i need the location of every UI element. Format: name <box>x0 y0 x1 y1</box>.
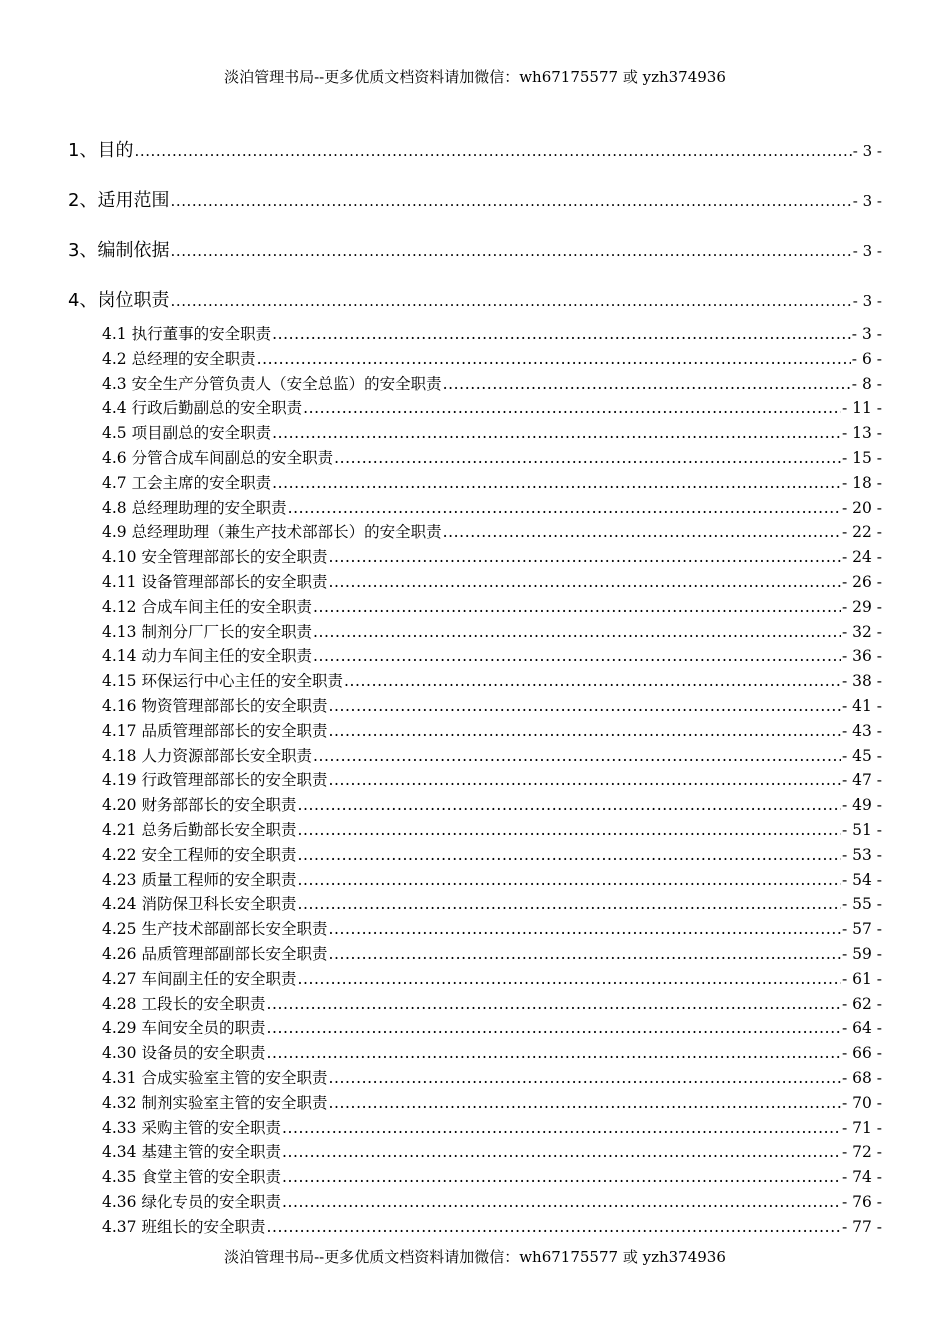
toc-leader-dots <box>328 548 840 566</box>
page-header: 淡泊管理书局--更多优质文档资料请加微信：wh67175577 或 yzh374936 <box>224 68 726 86</box>
toc-entry[interactable] <box>102 843 882 865</box>
toc-entry-title: 4.24 消防保卫科长安全职责 <box>102 895 297 914</box>
toc-entry-title: 4.35 食堂主管的安全职责 <box>102 1168 281 1187</box>
toc-entry-page: - 26 - <box>841 573 882 591</box>
toc-entry-title: 4.31 合成实验室主管的安全职责 <box>102 1069 328 1087</box>
toc-leader-dots <box>297 895 840 913</box>
toc-entry[interactable] <box>102 471 882 493</box>
toc-entry[interactable] <box>102 520 882 542</box>
toc-entry-title: 4、岗位职责 <box>68 290 170 311</box>
toc-leader-dots <box>297 796 840 814</box>
toc-entry[interactable] <box>102 992 882 1014</box>
toc-entry-title: 4.17 品质管理部部长的安全职责 <box>102 721 328 740</box>
toc-leader-dots <box>303 399 841 417</box>
toc-entry-page: - 3 - <box>852 142 882 160</box>
toc-leader-dots <box>328 1069 840 1087</box>
toc-entry-page: - 3 - <box>852 292 882 310</box>
toc-entry-title: 4.8 总经理助理的安全职责 <box>102 498 287 517</box>
toc-entry-title: 4.6 分管合成车间副总的安全职责 <box>102 449 334 467</box>
toc-leader-dots <box>313 747 841 765</box>
toc-leader-dots <box>313 647 841 665</box>
toc-leader-dots <box>328 697 840 715</box>
toc-entry[interactable] <box>102 942 882 964</box>
toc-entry-page: - 20 - <box>841 498 882 517</box>
toc-leader-dots <box>328 573 840 591</box>
toc-entry[interactable] <box>68 186 882 212</box>
toc-entry[interactable] <box>102 744 882 766</box>
toc-entry[interactable] <box>102 347 882 369</box>
toc-leader-dots <box>134 142 851 160</box>
toc-entry[interactable] <box>102 322 882 344</box>
toc-entry[interactable] <box>102 421 882 443</box>
toc-entry-title: 4.15 环保运行中心主任的安全职责 <box>102 672 343 691</box>
toc-entry-page: - 76 - <box>841 1193 882 1211</box>
page-footer: 淡泊管理书局--更多优质文档资料请加微信：wh67175577 或 yzh374936 <box>224 1248 726 1266</box>
toc-entry-page: - 24 - <box>841 548 882 567</box>
toc-entry-title: 4.1 执行董事的安全职责 <box>102 325 272 343</box>
toc-leader-dots <box>266 995 840 1013</box>
toc-entry-title: 3、编制依据 <box>68 240 170 261</box>
toc-leader-dots <box>313 598 841 616</box>
toc-entry[interactable] <box>68 286 882 312</box>
toc-entry-page: - 64 - <box>841 1019 882 1038</box>
toc-leader-dots <box>272 424 841 442</box>
toc-entry-title: 4.36 绿化专员的安全职责 <box>102 1193 281 1211</box>
toc-entry-title: 2、适用范围 <box>68 190 170 211</box>
toc-entry-page: - 22 - <box>841 523 882 542</box>
toc-entry-title: 4.9 总经理助理（兼生产技术部部长）的安全职责 <box>102 523 442 542</box>
toc-entry-title: 4.22 安全工程师的安全职责 <box>102 845 297 864</box>
toc-entry-page: - 66 - <box>841 1044 882 1063</box>
toc-entry-title: 4.13 制剂分厂厂长的安全职责 <box>102 622 312 641</box>
toc-entry-title: 1、目的 <box>68 140 134 161</box>
toc-entry-title: 4.4 行政后勤副总的安全职责 <box>102 399 303 418</box>
toc-leader-dots <box>282 1168 841 1186</box>
toc-entry[interactable] <box>102 917 882 939</box>
toc-entry-page: - 53 - <box>841 845 882 864</box>
toc-leader-dots <box>282 1143 841 1161</box>
toc-leader-dots <box>170 292 851 310</box>
toc-entry-title: 4.3 安全生产分管负责人（安全总监）的安全职责 <box>102 374 442 393</box>
toc-leader-dots <box>328 945 840 963</box>
toc-leader-dots <box>282 1193 841 1211</box>
toc-entry-page: - 3 - <box>852 242 882 260</box>
toc-entry-page: - 61 - <box>841 969 882 988</box>
toc-entry-page: - 6 - <box>851 349 882 368</box>
toc-leader-dots <box>266 1218 840 1236</box>
toc-entry-page: - 49 - <box>841 796 882 815</box>
toc-entry[interactable] <box>102 570 882 592</box>
toc-leader-dots <box>297 821 840 839</box>
toc-entry-title: 4.18 人力资源部部长安全职责 <box>102 746 312 765</box>
toc-entry[interactable] <box>102 1066 882 1088</box>
toc-entry[interactable] <box>102 1215 882 1237</box>
toc-entry[interactable] <box>102 868 882 890</box>
toc-leader-dots <box>257 350 851 368</box>
toc-entry-page: - 55 - <box>841 895 882 914</box>
toc-entry-title: 4.11 设备管理部部长的安全职责 <box>102 573 328 591</box>
toc-leader-dots <box>443 523 841 541</box>
toc-entry-title: 4.32 制剂实验室主管的安全职责 <box>102 1093 328 1112</box>
toc-leader-dots <box>266 1019 840 1037</box>
toc-entry-page: - 13 - <box>841 424 882 443</box>
toc-entry-page: - 38 - <box>841 672 882 691</box>
toc-entry[interactable] <box>102 1016 882 1038</box>
toc-leader-dots <box>297 871 840 889</box>
toc-entry-title: 4.30 设备员的安全职责 <box>102 1044 266 1063</box>
toc-entry-page: - 68 - <box>841 1069 882 1087</box>
toc-entry[interactable] <box>102 1140 882 1162</box>
toc-entry[interactable] <box>102 694 882 716</box>
toc-entry-page: - 47 - <box>841 771 882 790</box>
toc-entry-title: 4.12 合成车间主任的安全职责 <box>102 597 312 616</box>
toc-leader-dots <box>328 1094 840 1112</box>
toc-entry-page: - 15 - <box>841 449 882 467</box>
toc-entry-page: - 18 - <box>841 473 882 492</box>
toc-entry-page: - 59 - <box>841 945 882 963</box>
toc-leader-dots <box>266 1044 840 1062</box>
toc-entry[interactable] <box>102 545 882 567</box>
toc-entry-page: - 32 - <box>841 622 882 641</box>
toc-entry-title: 4.14 动力车间主任的安全职责 <box>102 647 312 666</box>
toc-entry-title: 4.28 工段长的安全职责 <box>102 994 266 1013</box>
toc-entry-page: - 11 - <box>841 399 882 418</box>
toc-leader-dots <box>328 722 840 740</box>
toc-entry-page: - 29 - <box>841 597 882 616</box>
toc-entry-title: 4.34 基建主管的安全职责 <box>102 1143 281 1162</box>
toc-leader-dots <box>297 970 840 988</box>
toc-entry-page: - 51 - <box>841 821 882 839</box>
toc-entry[interactable] <box>102 818 882 840</box>
toc-entry-page: - 77 - <box>841 1217 882 1236</box>
toc-leader-dots <box>170 192 851 210</box>
toc-entry-page: - 45 - <box>841 746 882 765</box>
toc-entry-title: 4.37 班组长的安全职责 <box>102 1217 266 1236</box>
toc-leader-dots <box>328 920 840 938</box>
toc-entry[interactable] <box>68 236 882 262</box>
toc-leader-dots <box>297 846 840 864</box>
toc-entry-title: 4.5 项目副总的安全职责 <box>102 424 272 443</box>
toc-entry-title: 4.21 总务后勤部长安全职责 <box>102 821 297 839</box>
toc-entry-title: 4.16 物资管理部部长的安全职责 <box>102 697 328 715</box>
toc-leader-dots <box>282 1119 841 1137</box>
toc-entry-title: 4.26 品质管理部副部长安全职责 <box>102 945 328 963</box>
toc-entry-page: - 57 - <box>841 920 882 939</box>
toc-entry-title: 4.19 行政管理部部长的安全职责 <box>102 771 328 790</box>
toc-leader-dots <box>334 449 841 467</box>
toc-entry-title: 4.33 采购主管的安全职责 <box>102 1118 281 1137</box>
toc-entry[interactable] <box>102 620 882 642</box>
toc-entry[interactable] <box>102 644 882 666</box>
toc-entry-page: - 8 - <box>851 374 882 393</box>
toc-entry[interactable] <box>102 892 882 914</box>
toc-entry[interactable] <box>102 496 882 518</box>
toc-leader-dots <box>288 499 841 517</box>
toc-entry[interactable] <box>68 136 882 162</box>
toc-entry[interactable] <box>102 768 882 790</box>
toc-entry[interactable] <box>102 1091 882 1113</box>
toc-entry[interactable] <box>102 1190 882 1212</box>
toc-entry[interactable] <box>102 396 882 418</box>
toc-leader-dots <box>443 375 851 393</box>
toc-entry-page: - 3 - <box>851 325 882 343</box>
toc-entry-page: - 3 - <box>852 192 882 210</box>
toc-entry[interactable] <box>102 793 882 815</box>
toc-entry[interactable] <box>102 669 882 691</box>
toc-leader-dots <box>170 242 851 260</box>
toc-entry-title: 4.10 安全管理部部长的安全职责 <box>102 548 328 567</box>
toc-entry[interactable] <box>102 719 882 741</box>
toc-entry[interactable] <box>102 446 882 468</box>
toc-entry-page: - 62 - <box>841 994 882 1013</box>
toc-entry-title: 4.25 生产技术部副部长安全职责 <box>102 920 328 939</box>
toc-leader-dots <box>344 672 841 690</box>
toc-entry-page: - 43 - <box>841 721 882 740</box>
toc-entry-page: - 36 - <box>841 647 882 666</box>
toc-leader-dots <box>313 623 841 641</box>
toc-entry-page: - 72 - <box>841 1143 882 1162</box>
toc-entry-page: - 54 - <box>841 870 882 889</box>
toc-entry[interactable] <box>102 1165 882 1187</box>
toc-leader-dots <box>328 771 840 789</box>
toc-entry[interactable] <box>102 967 882 989</box>
toc-entry[interactable] <box>102 595 882 617</box>
toc-entry-title: 4.27 车间副主任的安全职责 <box>102 969 297 988</box>
toc-entry[interactable] <box>102 372 882 394</box>
toc-leader-dots <box>272 325 851 343</box>
toc-entry-title: 4.23 质量工程师的安全职责 <box>102 870 297 889</box>
toc-entry[interactable] <box>102 1116 882 1138</box>
toc-entry-title: 4.7 工会主席的安全职责 <box>102 473 272 492</box>
toc-entry-title: 4.29 车间安全员的职责 <box>102 1019 266 1038</box>
toc-leader-dots <box>272 474 841 492</box>
toc-entry-page: - 41 - <box>841 697 882 715</box>
toc-entry-page: - 74 - <box>841 1168 882 1187</box>
toc-entry-title: 4.20 财务部部长的安全职责 <box>102 796 297 815</box>
toc-entry[interactable] <box>102 1041 882 1063</box>
toc-entry-page: - 70 - <box>841 1093 882 1112</box>
toc-entry-title: 4.2 总经理的安全职责 <box>102 349 256 368</box>
toc-entry-page: - 71 - <box>841 1118 882 1137</box>
